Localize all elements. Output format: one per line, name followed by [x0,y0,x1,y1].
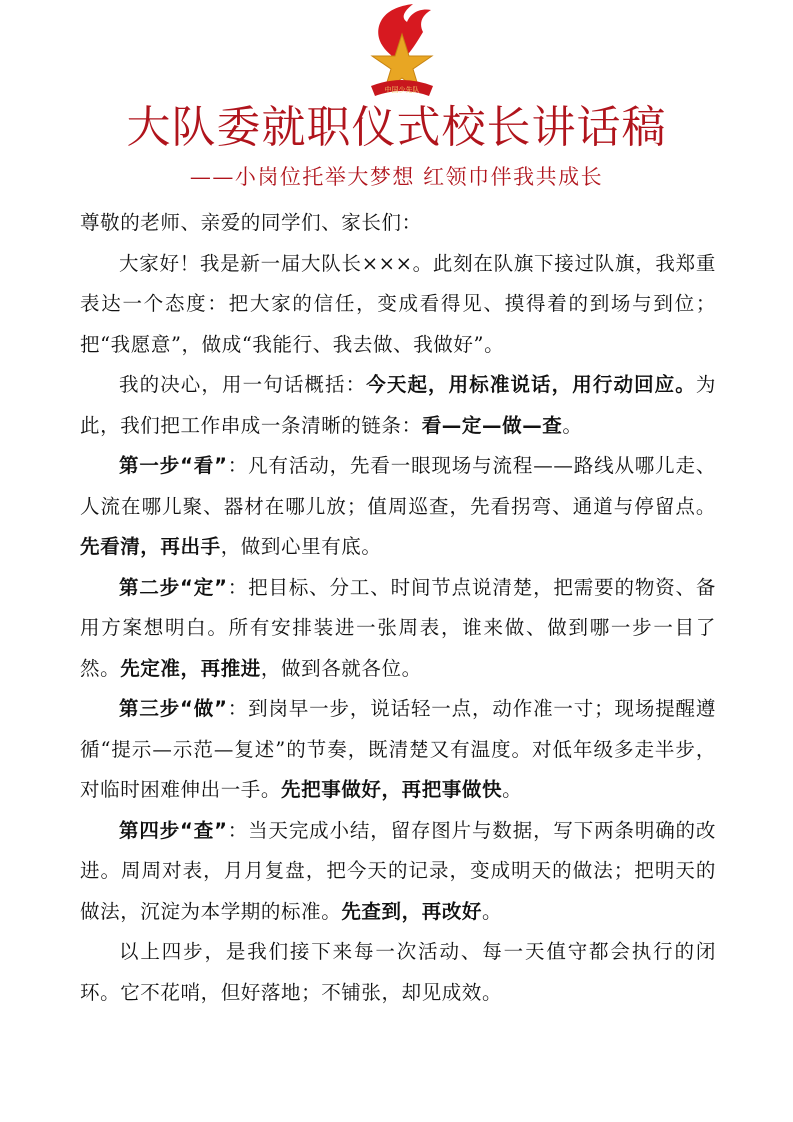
page-title: 大队委就职仪式校长讲话稿 [126,102,667,153]
emphasis-text: 先查到，再改好 [341,899,483,923]
step-lead: 第二步“定” [119,575,228,599]
paragraph-step-1: 第一步“看”：凡有活动，先看一眼现场与流程——路线从哪儿走、人流在哪儿聚、器材在哪儿放；值周巡查，先看拐弯、通道与停留点。先看清，再出手，做到心里有底。 [80,454,716,558]
emphasis-text: 先看清，再出手 [80,535,221,558]
paragraph-step-2: 第二步“定”：把目标、分工、时间节点说清楚，把需要的物资、备用方案想明白。所有安排装进一张周表，谁来做、做到哪一步一目了然。先定准，再推进，做到各就各位。 [80,575,717,680]
emphasis-text: 先定准，再推进 [120,656,261,680]
emphasis-text: 先把事做好，再把事做快 [281,778,503,801]
speech-body [80,203,716,1013]
step-lead: 第四步“查” [119,818,228,842]
page-subtitle: ——小岗位托举大梦想 红领巾伴我共成长 [189,165,604,189]
step-lead: 第三步“做” [119,697,228,720]
paragraph-step-3: 第三步“做”：到岗早一步，说话轻一点，动作准一寸；现场提醒遵循“提示—示范—复述”的节奏，既清楚又有温度。对低年级多走半步，对临时困难伸出一手。先把事做好，再把事做快。 [80,697,717,801]
young-pioneers-emblem-icon [357,2,447,107]
svg-text:中国少先队: 中国少先队 [384,86,420,94]
paragraph-intro: 大家好！我是新一届大队长×××。此刻在队旗下接过队旗，我郑重表达一个态度：把大家的信任，变成看得见、摸得着的到场与到位；把“我愿意”，做成“我能行、我去做、我做好”。 [80,251,716,356]
salutation: 尊敬的老师、亲爱的同学们、家长们： [80,211,422,234]
emphasis-text: 今天起，用标准说话，用行动回应。 [366,373,696,396]
paragraph-summary: 以上四步，是我们接下来每一次活动、每一天值守都会执行的闭环。它不花哨，但好落地；不铺张，却见成效。 [80,940,716,1004]
paragraph-step-4: 第四步“查”：当天完成小结，留存图片与数据，写下两条明确的改进。周周对表，月月复盘，把今天的记录，变成明天的做法；把明天的做法，沉淀为本学期的标准。先查到，再改好。 [80,818,717,923]
step-lead: 第一步“看” [119,454,228,477]
emphasis-chain: 看—定—做—查 [421,413,563,437]
paragraph-resolve: 我的决心，用一句话概括：今天起，用标准说话，用行动回应。为此，我们把工作串成一条清晰的链条：看—定—做—查。 [80,373,716,437]
